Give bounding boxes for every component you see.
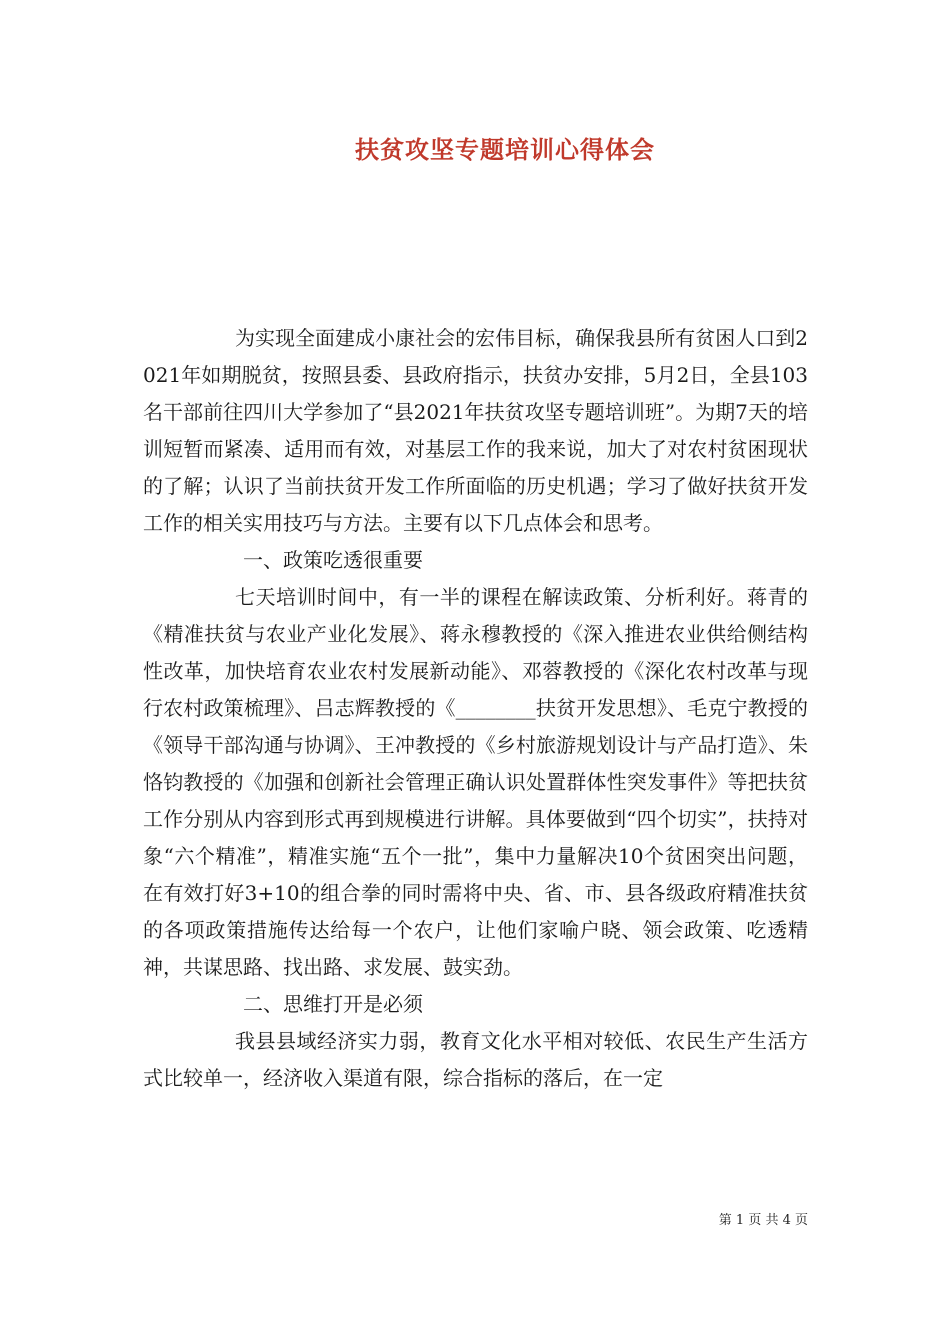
paragraph-intro: 为实现全面建成小康社会的宏伟目标，确保我县所有贫困人口到2021年如期脱贫，按照县委、县政府指示，扶贫办安排，5月2日，全县103名干部前往四川大学参加了“县2021年扶贫攻坚专题培训班”。为期7天的培训短暂而紧凑、适用而有效，对基层工作的我来说，加大了对农村贫困现状的了解；认识了当前扶贫开发工作所面临的历史机遇；学习了做好扶贫开发工作的相关实用技巧与方法。主要有以下几点体会和思考。 (143, 326, 808, 535)
page-number-footer: 第 1 页 共 4 页 (718, 1213, 808, 1228)
section-heading-1: 一、政策吃透很重要 (243, 548, 423, 572)
paragraph-thinking: 我县县域经济实力弱，教育文化水平相对较低、农民生产生活方式比较单一，经济收入渠道有限，综合指标的落后，在一定 (143, 1029, 808, 1090)
document-title: 扶贫攻坚专题培训心得体会 (355, 135, 655, 164)
document-body (143, 320, 808, 1097)
section-heading-2: 二、思维打开是必须 (243, 992, 423, 1016)
paragraph-policy: 七天培训时间中，有一半的课程在解读政策、分析利好。蒋青的《精准扶贫与农业产业化发展》、蒋永穆教授的《深入推进农业供给侧结构性改革，加快培育农业农村发展新动能》、邓蓉教授的《深化农村改革与现行农村政策梳理》、吕志辉教授的《________扶贫开发思想》、毛克宁教授的《领导干部沟通与协调》、王冲教授的《乡村旅游规划设计与产品打造》、朱恪钧教授的《加强和创新社会管理正确认识处置群体性突发事件》等把扶贫工作分别从内容到形式再到规模进行讲解。具体要做到“四个切实”，扶持对象“六个精准”，精准实施“五个一批”，集中力量解决10个贫困突出问题，在有效打好3+10的组合拳的同时需将中央、省、市、县各级政府精准扶贫的各项政策措施传达给每一个农户，让他们家喻户晓、领会政策、吃透精神，共谋思路、找出路、求发展、鼓实劲。 (143, 585, 808, 979)
